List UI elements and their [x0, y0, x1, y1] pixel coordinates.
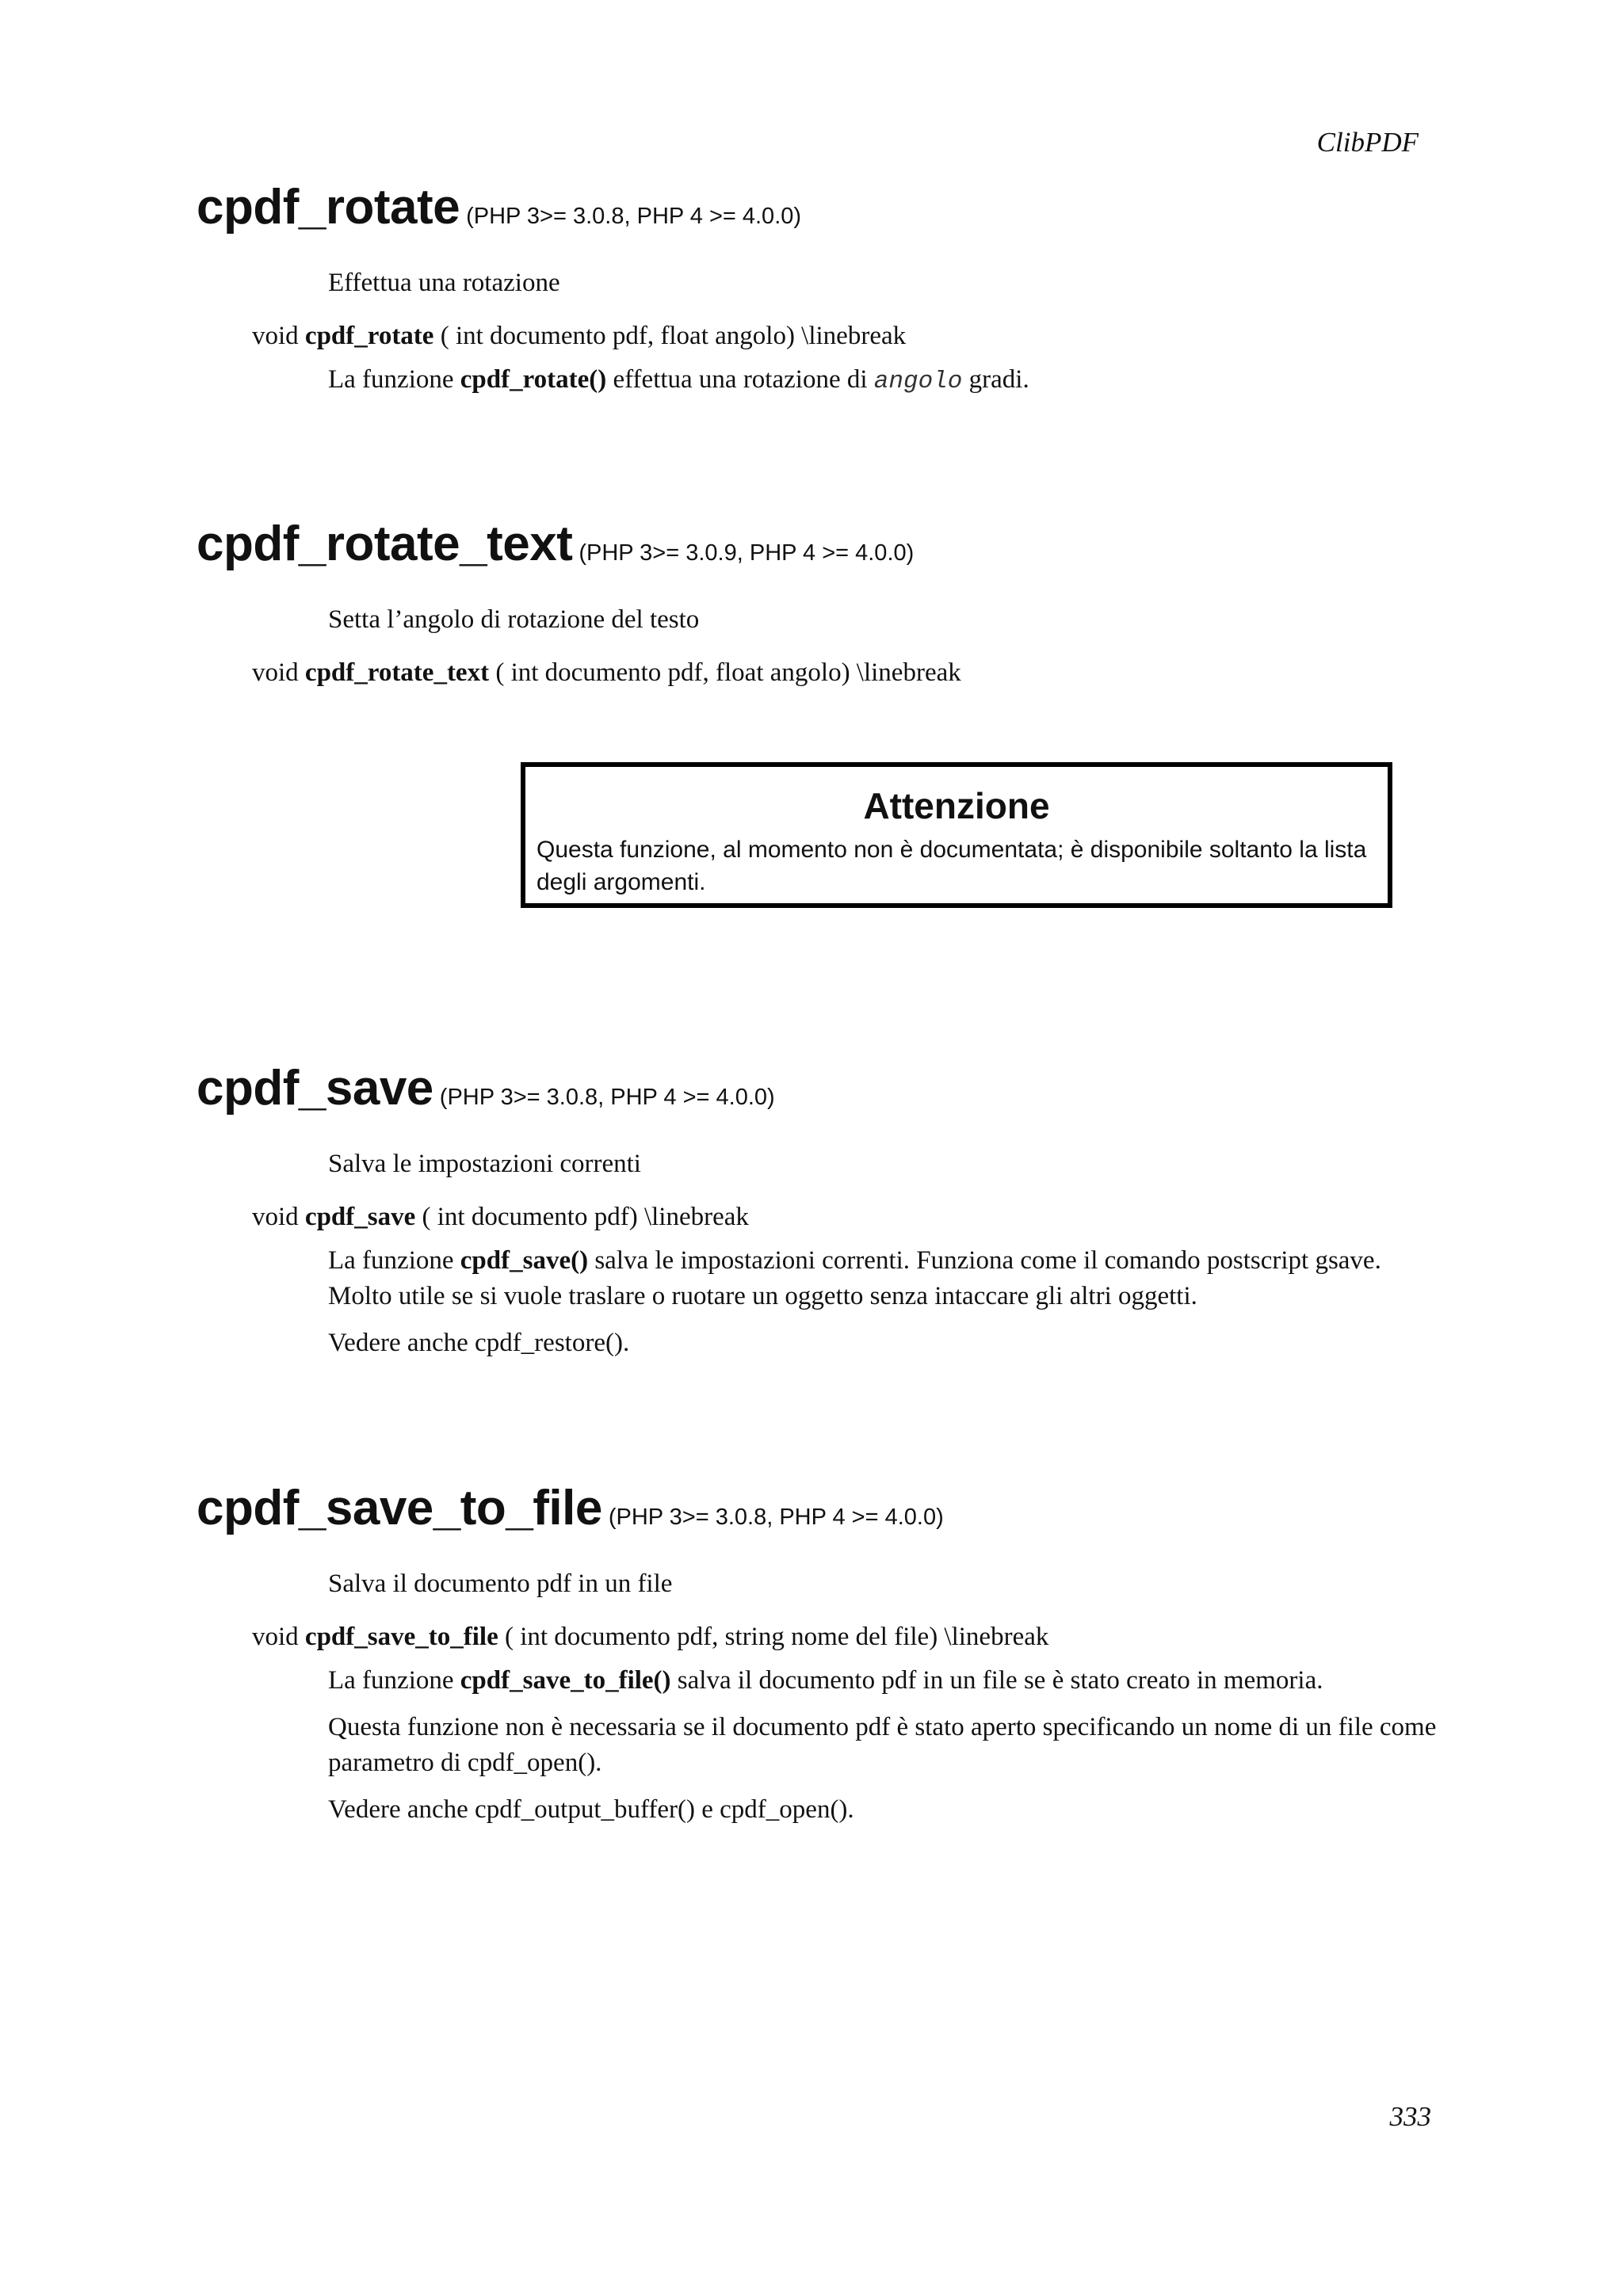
version-info: (PHP 3>= 3.0.8, PHP 4 >= 4.0.0) [439, 1085, 775, 1110]
see-also-paragraph: Vedere anche cpdf_output_buffer() e cpdf_open(). [328, 1795, 854, 1824]
entry-heading [197, 516, 1433, 572]
entry-cpdf-save [197, 1060, 1433, 1361]
purpose-line: Salva le impostazioni correnti [328, 1150, 641, 1178]
description-prefix: La funzione [328, 365, 454, 394]
synopsis-function-name: cpdf_save_to_file [304, 1623, 498, 1651]
warning-text: Questa funzione, al momento non è documentata; è disponibile soltanto la lista degli argomenti. [537, 837, 1367, 895]
description-suffix: gradi. [968, 365, 1029, 394]
synopsis-arguments: ( int documento pdf, float angolo) \linebreak [495, 658, 961, 687]
description-prefix: La funzione [328, 1246, 454, 1275]
synopsis-arguments: ( int documento pdf, float angolo) \linebreak [440, 322, 907, 350]
version-info: (PHP 3>= 3.0.9, PHP 4 >= 4.0.0) [579, 540, 915, 566]
description-function-ref: cpdf_save_to_file() [460, 1666, 671, 1695]
note-paragraph: Questa funzione non è necessaria se il documento pdf è stato aperto specificando un nome di un file come parametro di cpdf_open(). [328, 1713, 1437, 1777]
entry-heading [197, 1060, 1433, 1116]
page-number: 333 [1389, 2101, 1431, 2132]
synopsis-line [252, 1203, 1433, 1232]
purpose-line: Salva il documento pdf in un file [328, 1569, 673, 1598]
synopsis-function-name: cpdf_rotate_text [304, 658, 490, 687]
return-type: void [252, 1623, 299, 1651]
synopsis-line [252, 322, 1433, 351]
version-info: (PHP 3>= 3.0.8, PHP 4 >= 4.0.0) [466, 204, 802, 229]
entry-cpdf-rotate-text [197, 516, 1433, 688]
return-type: void [252, 1203, 299, 1231]
description-prefix: La funzione [328, 1666, 454, 1695]
see-also-paragraph: Vedere anche cpdf_restore(). [328, 1329, 630, 1357]
entry-heading [197, 1480, 1433, 1536]
entry-cpdf-save-to-file [197, 1480, 1437, 1828]
entry-cpdf-rotate [197, 179, 1433, 399]
description-function-ref: cpdf_rotate() [460, 365, 607, 394]
parameter-ref: angolo [873, 368, 963, 395]
synopsis-arguments: ( int documento pdf, string nome del file) \linebreak [504, 1623, 1049, 1651]
description-paragraph [328, 1663, 1438, 1699]
return-type: void [252, 658, 299, 687]
function-name: cpdf_save [197, 1061, 433, 1116]
description-paragraph [328, 1243, 1438, 1314]
function-name: cpdf_rotate_text [197, 517, 573, 571]
description-function-ref: cpdf_save() [460, 1246, 589, 1275]
return-type: void [252, 322, 299, 350]
running-header: ClibPDF [1316, 127, 1419, 158]
synopsis-function-name: cpdf_rotate [304, 322, 434, 350]
synopsis-arguments: ( int documento pdf) \linebreak [422, 1203, 749, 1231]
description-paragraph [328, 362, 1438, 399]
warning-title: Attenzione [863, 785, 1050, 826]
synopsis-function-name: cpdf_save [304, 1203, 416, 1231]
synopsis-line [252, 1623, 1433, 1652]
function-name: cpdf_rotate [197, 180, 460, 235]
description-text: effettua una rotazione di [613, 365, 868, 394]
entry-heading [197, 179, 1433, 235]
purpose-line: Setta l’angolo di rotazione del testo [328, 605, 700, 634]
synopsis-line [252, 658, 1433, 688]
description-text: salva le impostazioni correnti. Funziona come il comando postscript gsave. Molto utile se si vuole traslare o ruotare un oggetto senza intaccare gli altri oggetti. [328, 1246, 1381, 1310]
function-name: cpdf_save_to_file [197, 1481, 602, 1535]
description-text: salva il documento pdf in un file se è stato creato in memoria. [677, 1666, 1323, 1695]
version-info: (PHP 3>= 3.0.8, PHP 4 >= 4.0.0) [608, 1505, 944, 1530]
warning-box [521, 762, 1392, 908]
purpose-line: Effettua una rotazione [328, 269, 560, 297]
